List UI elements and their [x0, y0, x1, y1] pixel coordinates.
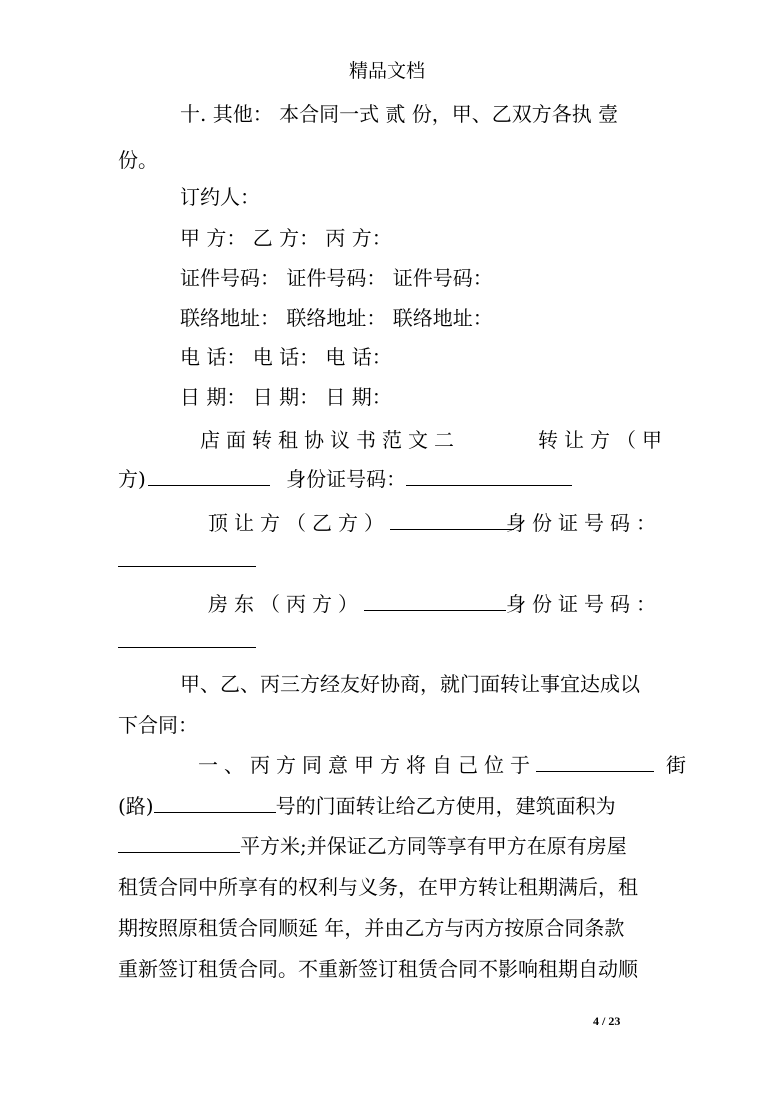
signatories-date: 日 期： 日 期： 日 期：	[180, 385, 392, 409]
intro-line-2: 下合同：	[118, 713, 198, 737]
article-1-line-6: 重新签订租赁合同。不重新签订租赁合同不影响租期自动顺	[118, 957, 638, 981]
assignee-label: 顶让方（乙方）	[208, 511, 390, 535]
landlord-label: 房东（丙方）	[208, 592, 364, 616]
article-1-line-4: 租赁合同中所享有的权利与义务，在甲方转让租期满后，租	[118, 875, 638, 899]
assignee-name-blank	[390, 509, 514, 530]
landlord-id-label: 身份证号码：	[506, 592, 662, 616]
transferor-name-blank	[148, 465, 270, 486]
street-blank	[536, 751, 654, 772]
article-1-line-3-suffix: 平方米;并保证乙方同等享有甲方在原有房屋	[240, 834, 627, 858]
article-1-line-2-prefix: (路)	[118, 794, 154, 818]
article-1-line-1-prefix: 一、丙方同意甲方将自己位于	[198, 753, 536, 777]
signatories-address: 联络地址： 联络地址： 联络地址：	[180, 306, 493, 330]
signatories-heading: 订约人：	[180, 185, 260, 209]
signatories-phone: 电 话： 电 话： 电 话：	[180, 345, 392, 369]
article-1-line-2-suffix: 号的门面转让给乙方使用，建筑面积为	[275, 794, 616, 818]
number-blank	[154, 792, 276, 813]
page-header: 精品文档	[348, 60, 425, 82]
signatories-parties: 甲 方： 乙 方： 丙 方：	[180, 226, 392, 250]
transferor-prefix: 转让方（甲	[538, 428, 668, 452]
landlord-id-line	[118, 627, 256, 655]
article-1-line-5: 期按照原租赁合同顺延 年，并由乙方与丙方按原合同条款	[118, 916, 625, 940]
transferor-id-label: 身份证号码：	[286, 467, 407, 491]
page-number: 4 / 23	[593, 1014, 621, 1028]
assignee-id-blank	[118, 546, 256, 567]
landlord-id-blank	[118, 627, 256, 648]
sample-2-title: 店面转租协议书范文二	[200, 428, 460, 452]
area-blank	[118, 832, 240, 853]
article-1-line-3	[118, 832, 627, 860]
landlord-name-blank	[364, 590, 506, 611]
intro-line-1: 甲、乙、丙三方经友好协商，就门面转让事宜达成以	[180, 672, 640, 696]
clause-10-line-1: 十. 其他： 本合同一式 贰 份，甲、乙双方各执 壹	[180, 102, 619, 126]
transferor-id-blank	[406, 465, 572, 486]
clause-10-line-2: 份。	[118, 148, 158, 172]
article-1-line-1	[198, 751, 686, 779]
transferor-suffix: 方)	[118, 467, 146, 491]
article-1-line-2	[118, 792, 616, 820]
transferor-line	[118, 465, 572, 493]
article-1-line-1-suffix: 街	[666, 753, 686, 777]
signatories-id: 证件号码： 证件号码： 证件号码：	[180, 266, 493, 290]
landlord-line	[208, 590, 506, 618]
assignee-line	[208, 509, 514, 537]
assignee-id-line	[118, 546, 256, 574]
assignee-id-label: 身份证号码：	[506, 511, 662, 535]
